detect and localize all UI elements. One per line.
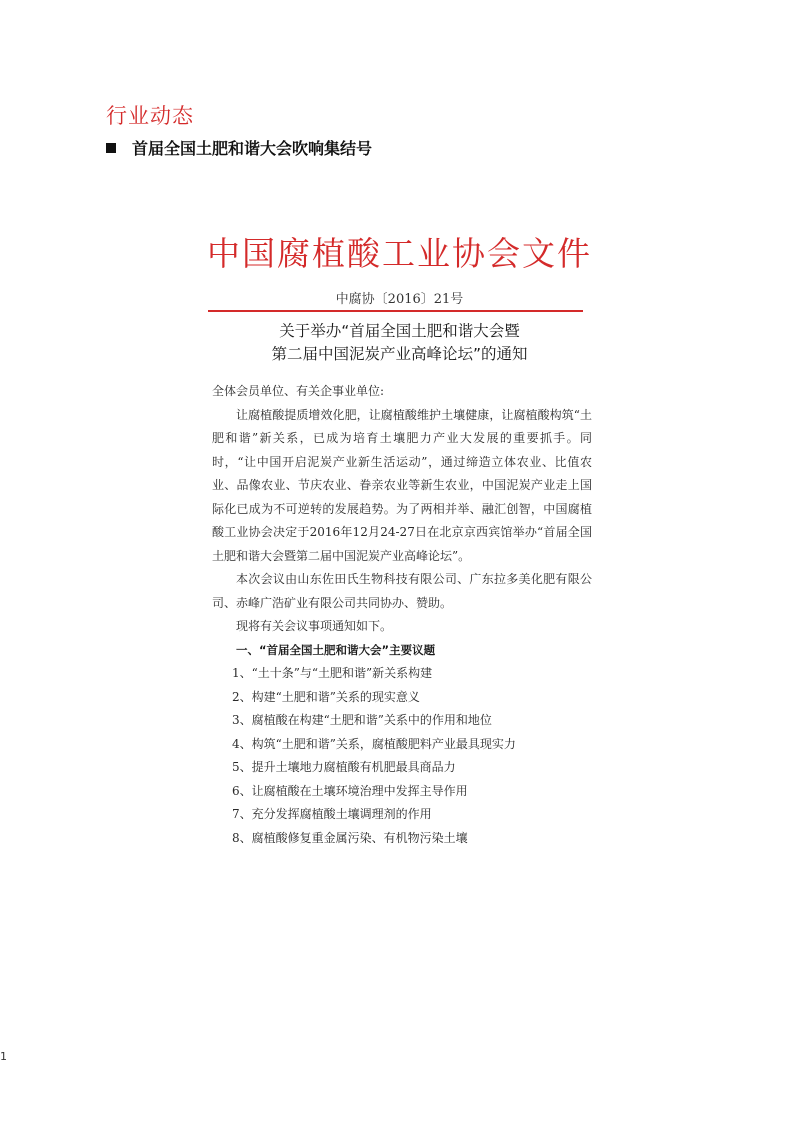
paragraph-1: 让腐植酸提质增效化肥，让腐植酸维护土壤健康，让腐植酸构筑“土肥和谐”新关系，已成为培育土壤肥力产业大发展的重要抓手。同时，“让中国开启泥炭产业新生活运动”，通过缔造立体农业、比值农业、品像农业、节庆农业、眷亲农业等新生农业，中国泥炭产业走上国际化已成为不可逆转的发展趋势。为了两相并举、融汇创智，中国腐植酸工业协会决定于2016年12月24-27日在北京京西宾馆举办“首届全国土肥和谐大会暨第二届中国泥炭产业高峰论坛”。	[212, 407, 592, 563]
page-number: 1	[0, 1050, 7, 1063]
red-divider	[208, 310, 583, 312]
section-tag: 行业动态	[106, 104, 194, 128]
headline	[106, 136, 372, 159]
section1-heading: 一、“首届全国土肥和谐大会”主要议题	[236, 642, 436, 657]
paragraph-2: 本次会议由山东佐田氏生物科技有限公司、广东拉多美化肥有限公司、赤峰广浩矿业有限公司共同协办、赞助。	[212, 572, 592, 610]
square-bullet-icon	[106, 143, 116, 153]
document-body	[212, 380, 592, 850]
topics-list	[212, 662, 592, 850]
list-item: 1、“土十条”与“土肥和谐”新关系构建	[232, 666, 433, 680]
headline-text: 首届全国土肥和谐大会吹响集结号	[132, 139, 373, 158]
list-item: 4、构筑“土肥和谐”关系，腐植酸肥料产业最具现实力	[232, 736, 516, 751]
list-item: 5、提升土壤地力腐植酸有机肥最具商品力	[232, 760, 456, 774]
list-item: 6、让腐植酸在土壤环境治理中发挥主导作用	[232, 783, 468, 798]
salutation: 全体会员单位、有关企事业单位:	[212, 384, 385, 398]
document-title: 中国腐植酸工业协会文件	[207, 234, 592, 273]
paragraph-3: 现将有关会议事项通知如下。	[236, 619, 393, 633]
notice-title	[0, 320, 799, 366]
document-number: 中腐协〔2016〕21号	[335, 292, 464, 307]
list-item: 7、充分发挥腐植酸土壤调理剂的作用	[232, 807, 432, 821]
notice-title-line2: 第二届中国泥炭产业高峰论坛”的通知	[271, 345, 528, 363]
list-item: 8、腐植酸修复重金属污染、有机物污染土壤	[232, 830, 468, 845]
notice-title-line1: 关于举办“首届全国土肥和谐大会暨	[279, 322, 520, 340]
list-item: 2、构建“土肥和谐”关系的现实意义	[232, 689, 420, 704]
list-item: 3、腐植酸在构建“土肥和谐”关系中的作用和地位	[232, 713, 492, 727]
